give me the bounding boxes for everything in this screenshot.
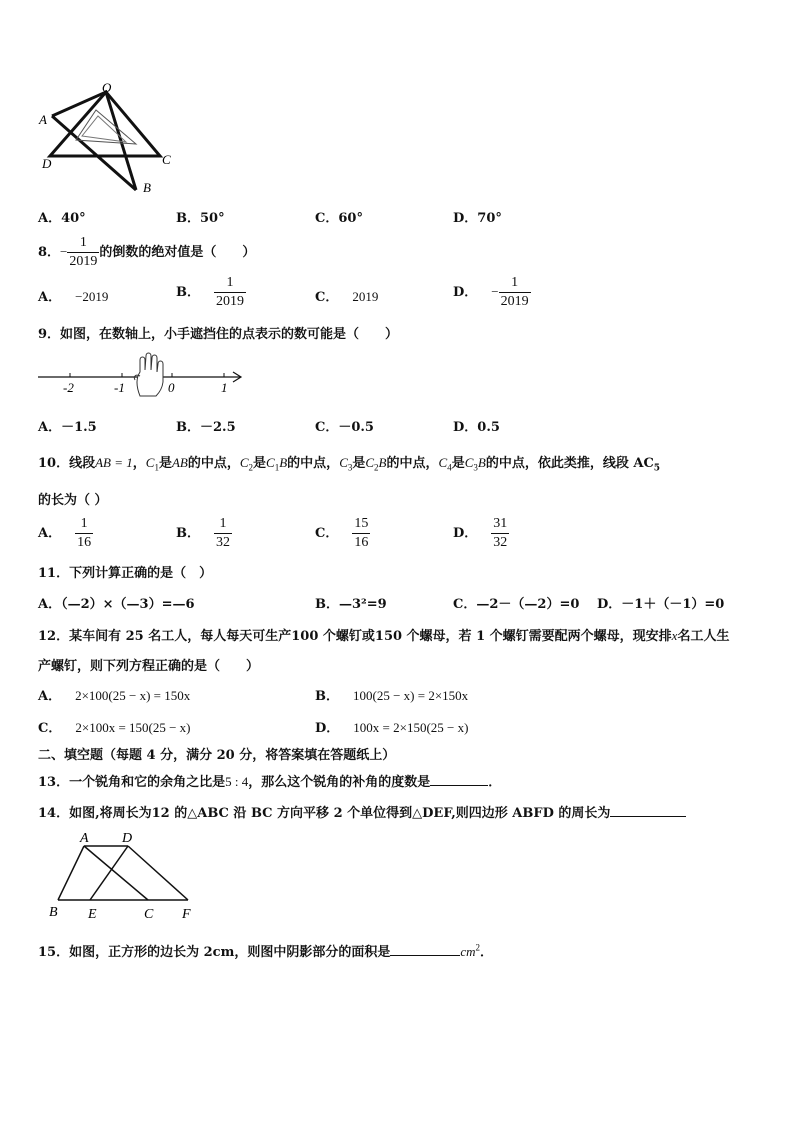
q11-option-c[interactable]: C．—2－（—2）=0 — [453, 597, 580, 612]
label-F: F — [182, 907, 191, 922]
q11-option-b[interactable]: B．—3²=9 — [315, 597, 387, 612]
q14-stem: 14．如图,将周长为12 的△ABC 沿 BC 方向平移 2 个单位得到△DEF,则四边形 ABFD 的周长为 — [38, 802, 686, 821]
label-D: D — [42, 156, 52, 171]
number-line-figure-q9 — [36, 352, 246, 398]
q14-answer-blank[interactable] — [610, 804, 686, 817]
q10-stem: 10．线段AB = 1，$C_1$是AB的中点，$C_2$是$C_1B$的中点，$C_3$是$C_2B$的中点，$C_4$是$C_3B$的中点，依此类推，线段 $AC_5$ — [38, 455, 661, 474]
label-C: C — [144, 907, 154, 922]
label-D: D — [122, 831, 133, 846]
q12-stem: 12．某车间有 25 名工人，每人每天可生产100 个螺钉或150 个螺母，若 1 个螺钉需要配两个螺母，现安排x名工人生 — [38, 628, 730, 644]
q12-option-c[interactable]: C． 2×100x = 150(25 − x) — [38, 720, 191, 736]
q7-option-c[interactable]: C．60° — [315, 211, 363, 226]
q12-stem-line2: 产螺钉，则下列方程正确的是（ ） — [38, 659, 260, 674]
q10-option-b[interactable]: B． $\frac{1}{32}$ — [176, 516, 230, 550]
q15-answer-blank[interactable] — [390, 943, 460, 956]
label-C: C — [162, 152, 171, 167]
parallelogram-figure-q14 — [44, 828, 204, 924]
q10-stem-line2: 的长为（ ） — [38, 493, 108, 508]
q13-answer-blank[interactable] — [430, 773, 488, 786]
q11-option-d[interactable]: D．－1＋（－1）=0 — [597, 597, 725, 612]
q13-stem: 13．一个锐角和它的余角之比是5 : 4，那么这个锐角的补角的度数是 ． — [38, 774, 502, 790]
q8-option-a[interactable]: A． −2019 — [38, 289, 109, 305]
tick-label: 1 — [221, 380, 228, 395]
q7-option-d[interactable]: D．70° — [453, 211, 502, 226]
q9-option-d[interactable]: D．0.5 — [453, 420, 500, 435]
q10-option-c[interactable]: C． $\frac{15}{16}$ — [315, 516, 369, 550]
q11-stem: 11．下列计算正确的是（ ） — [38, 566, 213, 581]
q15-stem: 15．如图，正方形的边长为 2cm，则图中阴影部分的面积是 $cm^2$． — [38, 942, 494, 960]
label-B: B — [143, 180, 151, 195]
tick-label: -1 — [114, 380, 125, 395]
label-O: O — [102, 80, 112, 95]
q10-option-d[interactable]: D． $\frac{31}{32}$ — [453, 516, 508, 550]
q11-option-a[interactable]: A．（—2）×（—3）=—6 — [38, 597, 195, 612]
tick-label: 0 — [168, 380, 175, 395]
q9-option-c[interactable]: C．－0.5 — [315, 420, 374, 435]
q8-option-d[interactable]: D． − $\frac{1}{2019}$ — [453, 275, 529, 309]
label-B: B — [49, 905, 58, 920]
hand-icon — [134, 353, 163, 396]
triangle-figure-q7 — [36, 80, 186, 195]
q9-option-a[interactable]: A．－1.5 — [38, 420, 97, 435]
q8-stem: 8．− $\frac{1}{2019}$ 的倒数的绝对值是（ ） — [38, 235, 256, 269]
label-A: A — [80, 831, 89, 846]
q9-option-b[interactable]: B．－2.5 — [176, 420, 236, 435]
q7-option-a[interactable]: A．40° — [38, 211, 86, 226]
q8-option-b[interactable]: B． $\frac{1}{2019}$ — [176, 275, 244, 309]
q7-option-b[interactable]: B．50° — [176, 211, 225, 226]
q8-option-c[interactable]: C． 2019 — [315, 289, 379, 305]
tick-label: -2 — [63, 380, 74, 395]
q12-option-a[interactable]: A． 2×100(25 − x) = 150x — [38, 688, 191, 704]
q9-stem: 9．如图，在数轴上，小手遮挡住的点表示的数可能是（ ） — [38, 327, 399, 342]
section-heading: 二、填空题（每题 4 分，满分 20 分，将答案填在答题纸上） — [38, 748, 396, 763]
q10-option-a[interactable]: A． $\frac{1}{16}$ — [38, 516, 92, 550]
q12-option-d[interactable]: D． 100x = 2×150(25 − x) — [315, 720, 469, 736]
label-E: E — [88, 907, 97, 922]
q12-option-b[interactable]: B． 100(25 − x) = 2×150x — [315, 688, 469, 704]
label-A: A — [39, 112, 47, 127]
